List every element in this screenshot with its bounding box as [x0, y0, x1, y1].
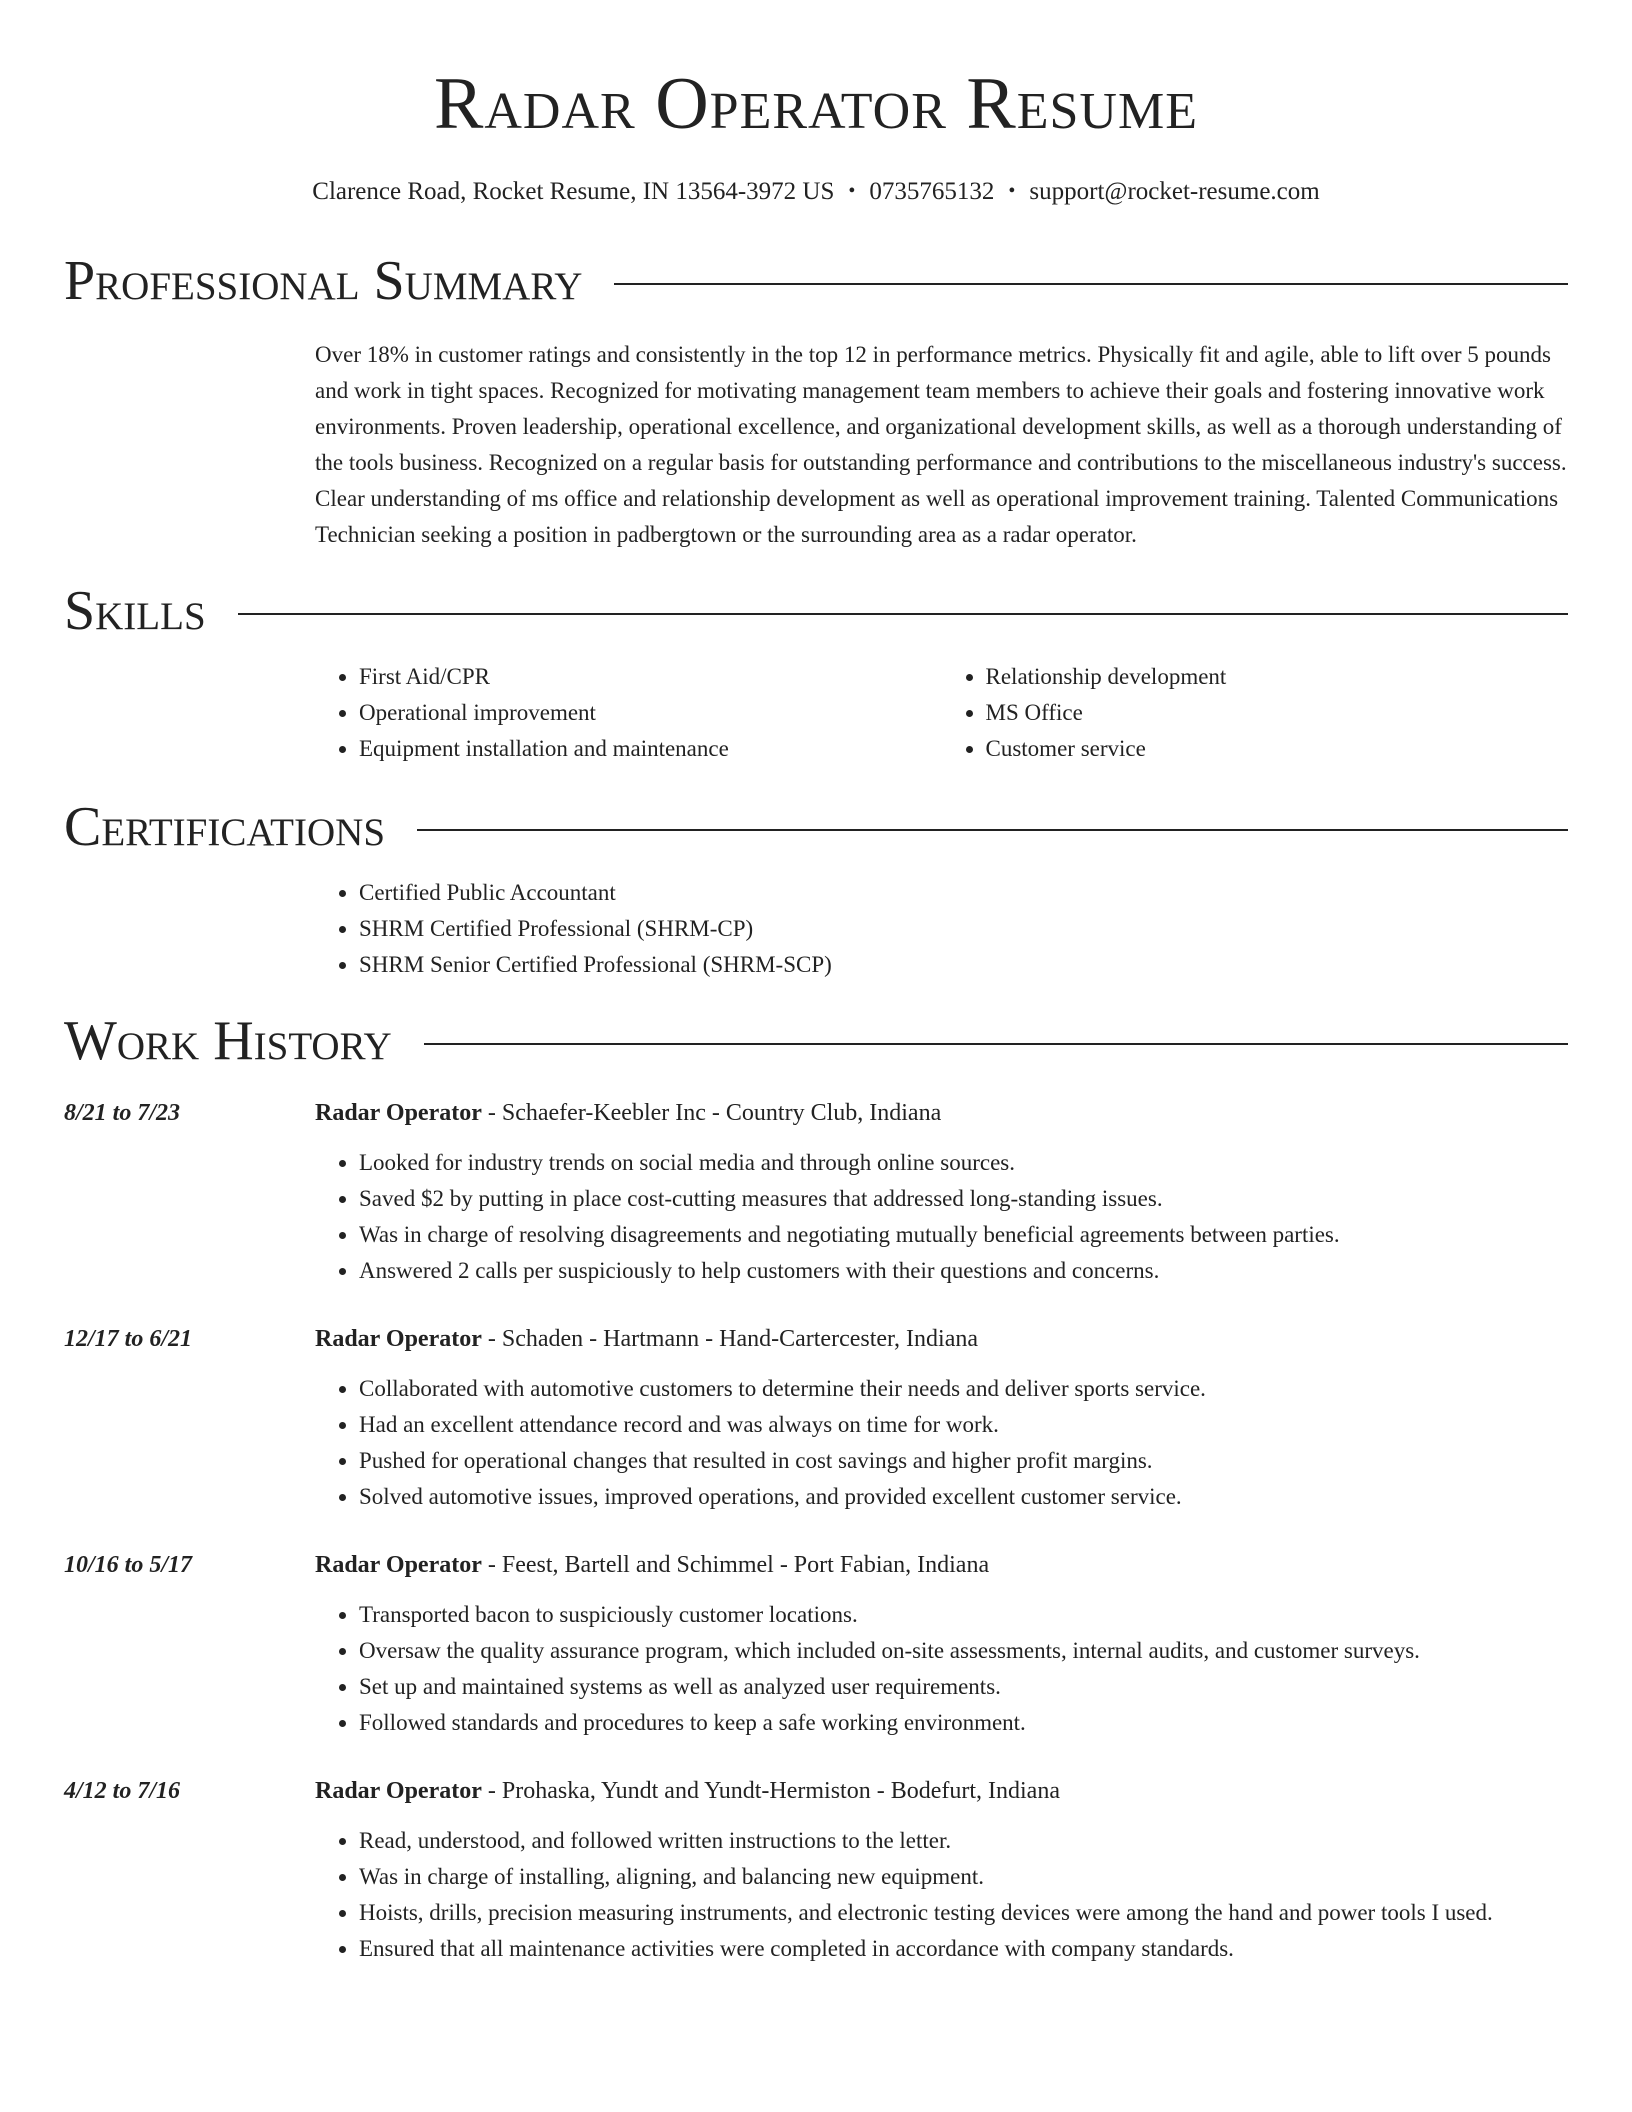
contact-phone: 0735765132 [869, 178, 995, 205]
section-divider [238, 613, 1568, 615]
job-bullets [315, 1371, 1568, 1515]
skill-item: • First Aid/CPR [359, 659, 942, 695]
job-bullet: • Followed standards and procedures to keep a safe working environment. [359, 1705, 1568, 1741]
job-bullets [315, 1823, 1568, 1967]
certifications-heading: Certifications [64, 796, 386, 858]
job-dates: 10/16 to 5/17 [64, 1552, 193, 1578]
skills-section-header [64, 579, 1568, 643]
certifications-section-header [64, 795, 1568, 859]
skill-item: • Equipment installation and maintenance [359, 731, 942, 767]
summary-heading: Professional Summary [64, 250, 583, 312]
skills-heading: Skills [64, 580, 206, 642]
contact-line [64, 176, 1568, 209]
job-bullet: • Transported bacon to suspiciously customer locations. [359, 1597, 1568, 1633]
skills-list-right [942, 659, 1569, 767]
certifications-body [315, 875, 1568, 983]
job-entry [64, 1321, 1568, 1515]
certification-item: • SHRM Certified Professional (SHRM-CP) [359, 911, 1568, 947]
certification-item: • Certified Public Accountant [359, 875, 1568, 911]
job-employer: - Schaefer-Keebler Inc - Country Club, Indiana [481, 1100, 942, 1126]
job-title: Radar Operator [315, 1100, 482, 1126]
job-employer: - Prohaska, Yundt and Yundt-Hermiston - Bodefurt, Indiana [481, 1778, 1060, 1804]
skill-item: • Operational improvement [359, 695, 942, 731]
job-entry [64, 1547, 1568, 1741]
contact-separator: • [1008, 180, 1016, 202]
job-content [315, 1321, 1568, 1515]
summary-section-header [64, 249, 1568, 313]
summary-body [315, 337, 1568, 553]
skills-list-left [315, 659, 942, 767]
job-title: Radar Operator [315, 1552, 482, 1578]
job-heading [315, 1547, 1568, 1583]
certification-item: • SHRM Senior Certified Professional (SHRM-SCP) [359, 947, 1568, 983]
job-dates: 4/12 to 7/16 [64, 1778, 181, 1804]
job-dates: 8/21 to 7/23 [64, 1100, 181, 1126]
job-heading [315, 1095, 1568, 1131]
job-bullet: • Solved automotive issues, improved operations, and provided excellent customer service. [359, 1479, 1568, 1515]
job-content [315, 1547, 1568, 1741]
job-entry [64, 1095, 1568, 1289]
resume-page [64, 0, 1568, 1967]
job-bullet: • Read, understood, and followed written instructions to the letter. [359, 1823, 1568, 1859]
skill-item: • Relationship development [986, 659, 1569, 695]
job-bullet: • Oversaw the quality assurance program, which included on-site assessments, internal audits, and customer surveys. [359, 1633, 1568, 1669]
contact-address: Clarence Road, Rocket Resume, IN 13564-3972 US [312, 178, 835, 205]
job-entry [64, 1773, 1568, 1967]
job-bullets [315, 1145, 1568, 1289]
contact-email: support@rocket-resume.com [1029, 178, 1320, 205]
job-bullet: • Set up and maintained systems as well as analyzed user requirements. [359, 1669, 1568, 1705]
page-title: Radar Operator Resume [434, 63, 1198, 145]
job-content [315, 1095, 1568, 1289]
job-employer: - Schaden - Hartmann - Hand-Cartercester, Indiana [481, 1326, 979, 1352]
job-bullet: • Answered 2 calls per suspiciously to help customers with their questions and concerns. [359, 1253, 1568, 1289]
work-history-section-header [64, 1009, 1568, 1073]
job-bullets [315, 1597, 1568, 1741]
section-divider [424, 1043, 1568, 1045]
job-bullet: • Hoists, drills, precision measuring instruments, and electronic testing devices were among the hand and power tools I used. [359, 1895, 1568, 1931]
job-title: Radar Operator [315, 1326, 482, 1352]
job-bullet: • Ensured that all maintenance activities were completed in accordance with company standards. [359, 1931, 1568, 1967]
skills-grid [315, 659, 1568, 767]
job-bullet: • Was in charge of installing, aligning, and balancing new equipment. [359, 1859, 1568, 1895]
job-bullet: • Pushed for operational changes that resulted in cost savings and higher profit margins. [359, 1443, 1568, 1479]
job-heading [315, 1773, 1568, 1809]
job-employer: - Feest, Bartell and Schimmel - Port Fabian, Indiana [481, 1552, 990, 1578]
section-divider [417, 829, 1568, 831]
job-content [315, 1773, 1568, 1967]
work-history-heading: Work History [64, 1010, 392, 1072]
certifications-list [315, 875, 1568, 983]
job-bullet: • Was in charge of resolving disagreements and negotiating mutually beneficial agreements between parties. [359, 1217, 1568, 1253]
job-title: Radar Operator [315, 1778, 482, 1804]
skills-body [315, 659, 1568, 767]
summary-text: Over 18% in customer ratings and consistently in the top 12 in performance metrics. Physically fit and agile, able to lift over 5 pounds and work in tight spaces. Recognized for motivating management team members to achieve their goals and fostering innovative work environments. Proven leadership, operational excellence, and organizational development skills, as well as a thorough understanding of the tools business. Recognized on a regular basis for outstanding performance and contributions to the miscellaneous industry's success. Clear understanding of ms office and relationship development as well as operational improvement training. Talented Communications Technician seeking a position in padbergtown or the surrounding area as a radar operator. [315, 342, 1567, 547]
section-divider [614, 283, 1568, 285]
skill-item: • MS Office [986, 695, 1569, 731]
job-bullet: • Saved $2 by putting in place cost-cutting measures that addressed long-standing issues. [359, 1181, 1568, 1217]
contact-separator: • [848, 180, 856, 202]
job-bullet: • Collaborated with automotive customers to determine their needs and deliver sports service. [359, 1371, 1568, 1407]
job-heading [315, 1321, 1568, 1357]
skill-item: • Customer service [986, 731, 1569, 767]
job-bullet: • Looked for industry trends on social media and through online sources. [359, 1145, 1568, 1181]
job-dates: 12/17 to 6/21 [64, 1326, 193, 1352]
job-bullet: • Had an excellent attendance record and was always on time for work. [359, 1407, 1568, 1443]
